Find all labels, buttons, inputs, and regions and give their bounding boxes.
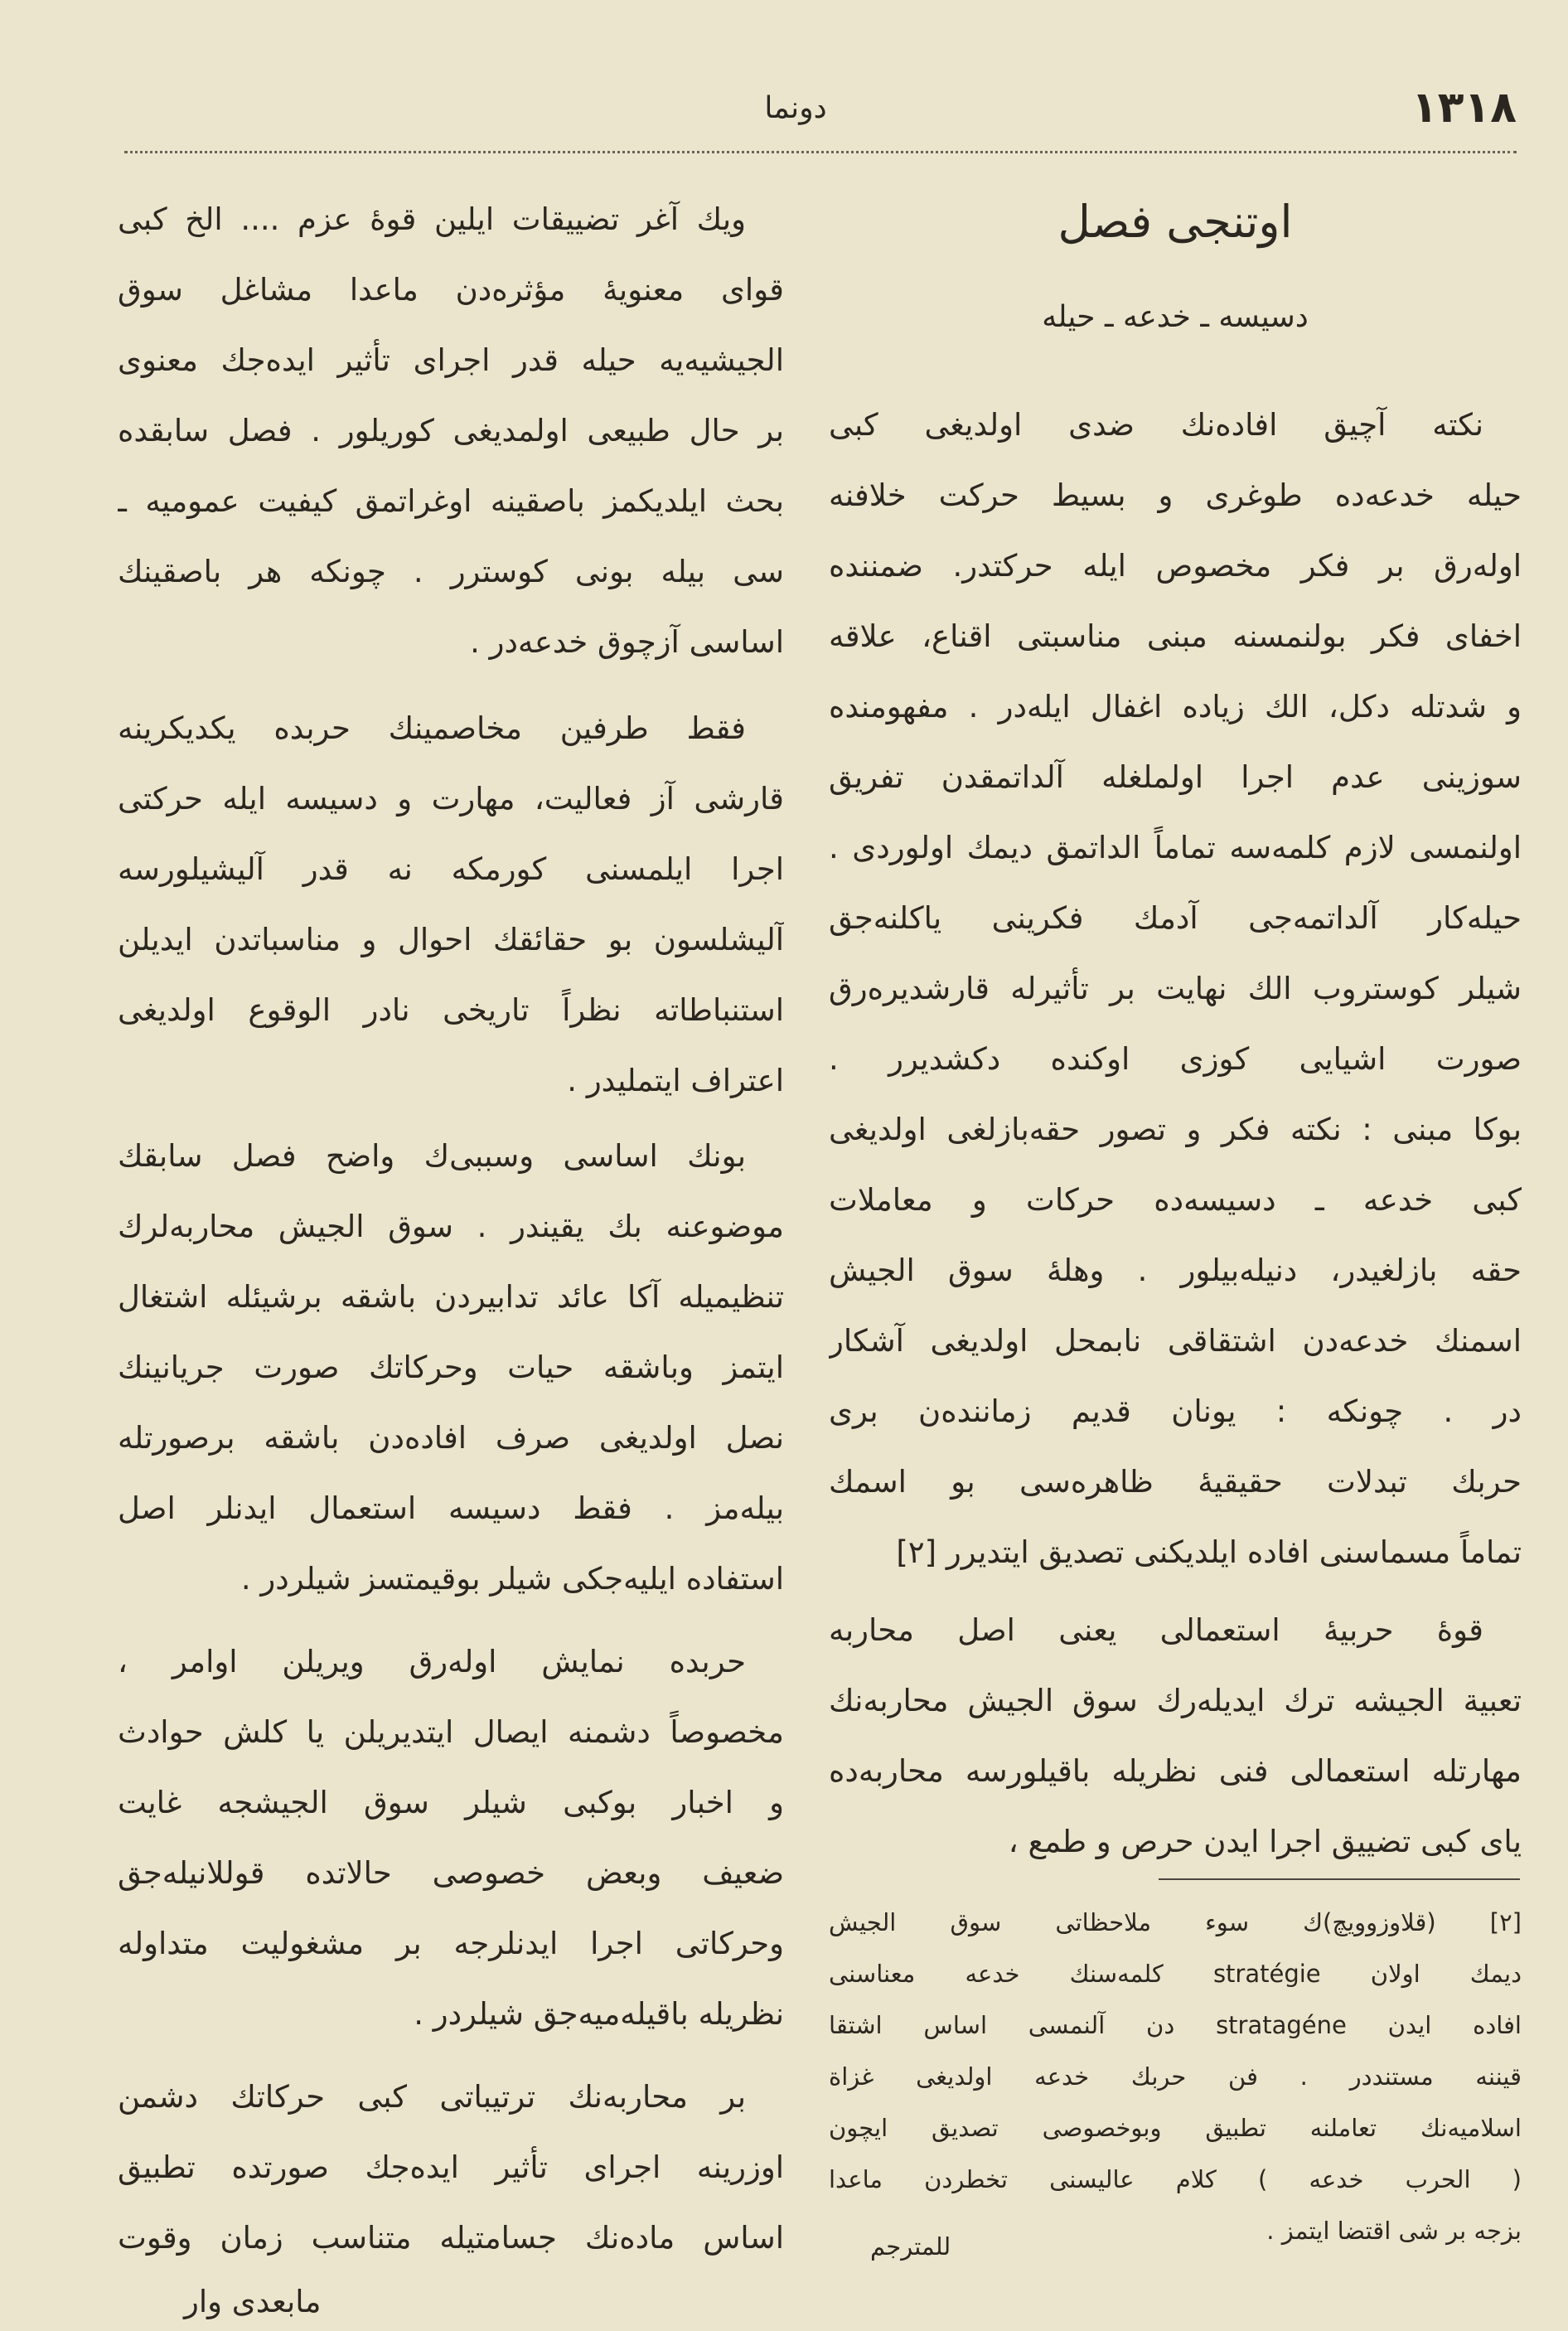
footnote-line: ديمك اولان stratégie كلمه‌سنك خدعه معناسنی [829,1960,1522,1988]
text-line: ويك آغر تضييقات ايلين قوهٔ عزم .... الخ كبی [118,201,746,237]
text-line: اخفای فكر بولنمسنه مبنی مناسبتی اقناع، علاقه [829,618,1522,654]
text-line: كبی خدعه ـ دسيسه‌ده حركات و معاملات [829,1182,1522,1218]
paragraph [118,1121,784,1614]
translator-signature: للمترجم [870,2232,951,2261]
text-line: حقه بازلغيدر، دنيله‌بيلور . وهلهٔ سوق الجيش [829,1253,1522,1288]
text-line: وحركاتی اجرا ايدنلرجه بر مشغوليت متداوله [118,1926,784,1961]
header-divider [124,151,1517,153]
text-line: قوای معنويهٔ مؤثره‌دن ماعدا مشاغل سوق [118,272,784,308]
text-line: مخصوصاً دشمنه ايصال ايتديريلن يا كلش حوادث [118,1714,784,1750]
text-line: اسمنك خدعه‌دن اشتقاقی نابمحل اولديغی آشكار [829,1323,1522,1359]
chapter-title: اوتنجی فصل [1057,196,1293,248]
footnote-line: ( الحرب خدعه ) كلام عاليسنی تخطردن ماعدا [829,2165,1522,2193]
text-line: مهارتله استعمالی فنی نظريله باقيلورسه محاربه‌ده [829,1753,1522,1789]
page-number: ١٣١٨ [1411,83,1517,133]
text-line: بر محاربه‌نك ترتيباتی كبی حركاتك دشمن [118,2079,746,2115]
footnote-line: [٢] (قلاوزوويچ)ك سوء ملاحظاتی سوق الجيش [829,1908,1522,1936]
chapter-subtitle: دسيسه ـ خدعه ـ حيله [1042,300,1309,334]
text-line: مابعدی وار [184,2284,322,2319]
text-line: اولنمسی لازم كلمه‌سه تماماً الداتمق ديمك اولوردی . [829,830,1522,865]
paragraph [829,1595,1522,1877]
text-line: قارشی آز فعاليت، مهارت و دسيسه ايله حركتی [118,781,784,817]
text-line: در . چونكه : يونان قديم زماننده‌ن بری [829,1393,1522,1429]
footnote [829,1897,1522,2256]
footnote-line: اسلاميه‌نك تعاملنه تطبيق وبوخصوصی تصديق ايچون [829,2114,1522,2142]
text-line: حربده نمايش اوله‌رق ويريلن اوامر ، [118,1644,746,1679]
text-line: نصل اولديغی صرف افاده‌دن باشقه برصورتله [118,1420,784,1456]
text-line: استنباطاته نظراً تاريخی نادر الوقوع اولديغی [118,992,784,1028]
paragraph [118,2062,784,2331]
text-line: اجرا ايلمسنی كورمكه نه قدر آليشيلورسه [118,851,784,887]
text-line: تماماً مسماسنی افاده ايلديكنی تصديق ايتديرر [٢] [896,1534,1522,1570]
text-line: بونك اساسی وسببی‌ك واضح فصل سابقك [118,1138,746,1174]
text-line: شيلر كوستروب الك نهايت بر تأثيرله قارشديره‌رق [829,971,1522,1006]
text-line: بر حال طبيعی اولمديغی كوريلور . فصل سابقده [118,413,784,448]
paragraph [829,390,1522,1587]
text-line: حيله خدعه‌ده طوغری و بسيط حركت خلافنه [829,477,1522,513]
text-line: استفاده ايليه‌جكی شيلر بوقيمتسز شيلردر . [240,1561,784,1597]
text-line: الجيشيه‌يه حيله قدر اجرای تأثير ايده‌جك معنوی [118,342,784,378]
text-line: اساس ماده‌نك جسامتيله متناسب زمان وقوت [118,2220,784,2256]
paragraph [118,693,784,1116]
text-line: ياى كبی تضييق اجرا ايدن حرص و طمع ، [1008,1824,1522,1859]
footnote-line: افاده ايدن stratagéne دن آلنمسی اساس اشتقا [829,2011,1522,2039]
text-line: و شدتله دكل، الك زياده اغفال ايله‌در . مفهومنده [829,689,1522,724]
text-line: نكته آچيق افاده‌نك ضدی اولديغی كبی [829,407,1483,443]
text-line: تنظيميله آكا عائد تدابيردن باشقه برشيئله اشتغال [118,1279,784,1315]
footnote-line: بزجه بر شی اقتضا ايتمز . [1266,2217,1522,2245]
text-line: ايتمز وباشقه حيات وحركاتك صورت جريانينك [118,1350,784,1385]
text-line: سی بيله بونی كوسترر . چونكه هر باصقينك [118,554,784,589]
text-line: سوزينی عدم اجرا اولملغله آلداتمقدن تفريق [829,759,1522,795]
text-line: اوله‌رق بر فكر مخصوص ايله حركتدر. ضمننده [829,548,1522,584]
text-line: موضوعنه بك يقيندر . سوق الجيش محاربه‌لرك [118,1209,784,1244]
text-line: بيله‌مز . فقط دسيسه استعمال ايدنلر اصل [118,1490,784,1526]
paragraph [118,184,784,677]
text-line: ضعيف وبعض خصوصی حالاتده قوللانيله‌جق [118,1855,784,1891]
text-line: اعتراف ايتمليدر . [567,1063,784,1098]
text-line: بحث ايلديكمز باصقينه اوغراتمق كيفيت عموميه ـ [118,483,784,519]
text-line: نظريله باقيله‌ميه‌جق شيلردر . [414,1996,784,2032]
text-line: بوكا مبنی : نكته فكر و تصور حقه‌بازلغی اولديغی [829,1112,1522,1147]
text-line: حيله‌كار آلداتمه‌جی آدمك فكرينی ياكلنه‌جق [829,900,1522,936]
text-line: و اخبار بوكبی شيلر سوق الجيشجه غايت [118,1785,784,1820]
text-line: صورت اشيايی كوزی اوكنده دكشديرر . [829,1041,1522,1077]
text-line: حربك تبدلات حقيقيهٔ ظاهره‌سی بو اسمك [829,1464,1522,1500]
text-line: فقط طرفين مخاصمينك حربده يكديكرينه [118,710,746,746]
running-title: دونما [764,91,827,125]
text-line: اوزرينه اجرای تأثير ايده‌جك صورتده تطبيق [118,2149,784,2185]
text-line: تعبية الجيشه ترك ايديله‌رك سوق الجيش محاربه‌نك [829,1683,1522,1718]
footnote-rule [1159,1878,1520,1880]
text-line: اساسی آزچوق خدعه‌در . [470,624,784,660]
text-line: قوهٔ حربيهٔ استعمالی يعنی اصل محاربه [829,1612,1483,1648]
footnote-line: قيننه مستنددر . فن حربك خدعه اولديغی غزاة [829,2062,1522,2091]
text-line: آليشلسون بو حقائقك احوال و مناسباتدن ايديلن [118,922,784,957]
paragraph [118,1626,784,2049]
